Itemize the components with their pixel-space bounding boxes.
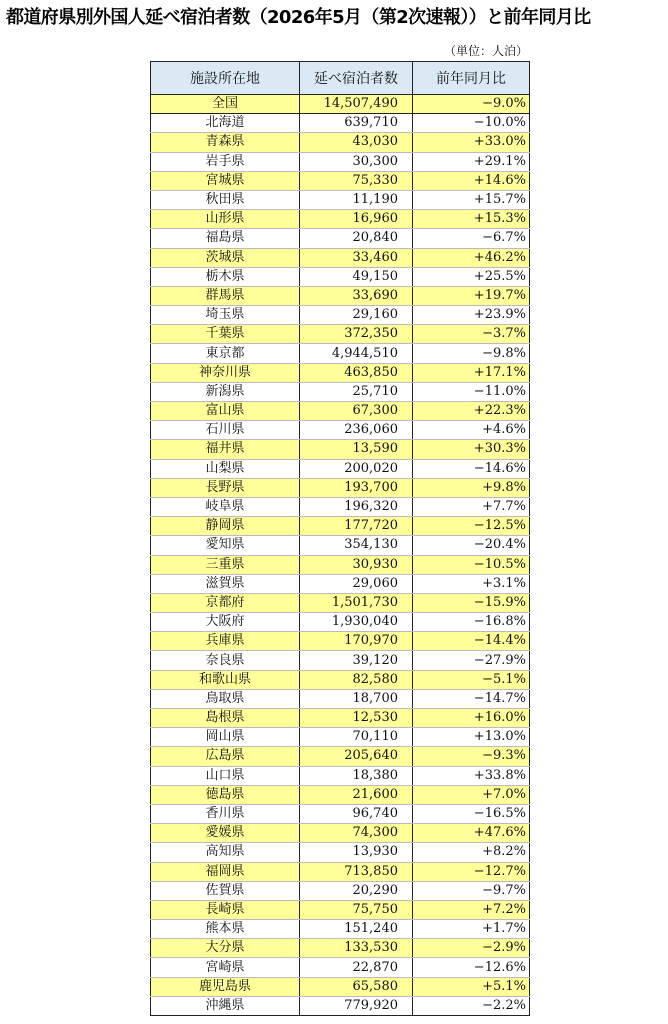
header-location: 施設所在地 [151,62,300,95]
cell-location: 福岡県 [151,862,300,881]
table-row [151,613,530,632]
unit-note: （単位：人泊） [443,44,528,58]
cell-guest-nights: 75,330 [300,171,413,190]
table-row [151,958,530,977]
cell-yoy: +14.6% [413,171,530,190]
cell-guest-nights: 372,350 [300,325,413,344]
cell-location: 愛知県 [151,536,300,555]
table-row [151,843,530,862]
cell-yoy: +7.7% [413,497,530,516]
cell-guest-nights: 67,300 [300,402,413,421]
table-row [151,190,530,209]
cell-location: 奈良県 [151,651,300,670]
cell-guest-nights: 133,530 [300,939,413,958]
table-row [151,286,530,305]
cell-location: 徳島県 [151,785,300,804]
table-row [151,325,530,344]
cell-location: 山梨県 [151,459,300,478]
cell-location: 宮城県 [151,171,300,190]
cell-guest-nights: 13,590 [300,440,413,459]
cell-location: 東京都 [151,344,300,363]
cell-location: 岡山県 [151,728,300,747]
cell-location: 沖縄県 [151,996,300,1015]
cell-yoy: +46.2% [413,248,530,267]
cell-location: 愛媛県 [151,824,300,843]
cell-guest-nights: 193,700 [300,478,413,497]
cell-yoy: +23.9% [413,306,530,325]
header-yoy: 前年同月比 [413,62,530,95]
table-row [151,651,530,670]
cell-yoy: −16.8% [413,613,530,632]
table-row [151,862,530,881]
cell-yoy: +7.0% [413,785,530,804]
cell-guest-nights: 16,960 [300,210,413,229]
table-row [151,114,530,133]
table-row [151,536,530,555]
table-row [151,689,530,708]
table-row [151,996,530,1015]
cell-location: 高知県 [151,843,300,862]
cell-guest-nights: 4,944,510 [300,344,413,363]
cell-location: 山口県 [151,766,300,785]
cell-yoy: −10.5% [413,555,530,574]
cell-guest-nights: 463,850 [300,363,413,382]
cell-yoy: +25.5% [413,267,530,286]
cell-guest-nights: 639,710 [300,114,413,133]
cell-guest-nights: 39,120 [300,651,413,670]
cell-guest-nights: 205,640 [300,747,413,766]
cell-location: 福井県 [151,440,300,459]
table-row [151,171,530,190]
cell-guest-nights: 354,130 [300,536,413,555]
cell-guest-nights: 20,290 [300,881,413,900]
cell-guest-nights: 779,920 [300,996,413,1015]
page-title: 都道府県別外国人延べ宿泊者数（2026年5月（第2次速報））と前年同月比 [6,7,591,28]
cell-yoy: −9.8% [413,344,530,363]
cell-yoy: +5.1% [413,977,530,996]
table-row [151,920,530,939]
cell-location: 石川県 [151,421,300,440]
table-row [151,229,530,248]
cell-guest-nights: 151,240 [300,920,413,939]
cell-guest-nights: 65,580 [300,977,413,996]
cell-yoy: +47.6% [413,824,530,843]
table-header-row [151,62,530,95]
cell-yoy: −10.0% [413,114,530,133]
table-row [151,478,530,497]
cell-yoy: +8.2% [413,843,530,862]
cell-location: 和歌山県 [151,670,300,689]
cell-yoy: +29.1% [413,152,530,171]
table-row [151,747,530,766]
cell-guest-nights: 177,720 [300,517,413,536]
table-row [151,939,530,958]
cell-guest-nights: 200,020 [300,459,413,478]
table-row [151,267,530,286]
table-row [151,670,530,689]
cell-yoy: +17.1% [413,363,530,382]
cell-yoy: +33.8% [413,766,530,785]
cell-location: 富山県 [151,402,300,421]
table-row [151,555,530,574]
cell-guest-nights: 25,710 [300,382,413,401]
cell-location: 島根県 [151,709,300,728]
cell-yoy: −14.7% [413,689,530,708]
cell-yoy: −2.2% [413,996,530,1015]
cell-location: 香川県 [151,804,300,823]
table-row-total [151,95,530,114]
cell-guest-nights: 33,460 [300,248,413,267]
cell-location: 北海道 [151,114,300,133]
cell-location: 茨城県 [151,248,300,267]
header-guest-nights: 延べ宿泊者数 [300,62,413,95]
cell-guest-nights: 75,750 [300,900,413,919]
cell-guest-nights: 18,700 [300,689,413,708]
cell-yoy: +15.7% [413,190,530,209]
cell-guest-nights: 713,850 [300,862,413,881]
cell-yoy: +9.8% [413,478,530,497]
cell-yoy: −3.7% [413,325,530,344]
cell-location: 鳥取県 [151,689,300,708]
cell-yoy: −14.6% [413,459,530,478]
cell-location: 千葉県 [151,325,300,344]
cell-location: 福島県 [151,229,300,248]
cell-yoy: −16.5% [413,804,530,823]
cell-location: 群馬県 [151,286,300,305]
cell-yoy: −6.7% [413,229,530,248]
cell-guest-nights: 33,690 [300,286,413,305]
table-row [151,824,530,843]
table-row [151,133,530,152]
cell-location: 神奈川県 [151,363,300,382]
cell-yoy: −2.9% [413,939,530,958]
table-row [151,785,530,804]
table-row [151,152,530,171]
cell-yoy: +15.3% [413,210,530,229]
table-row [151,574,530,593]
cell-guest-nights: 82,580 [300,670,413,689]
table-row [151,900,530,919]
table-row [151,728,530,747]
cell-guest-nights: 20,840 [300,229,413,248]
cell-location: 佐賀県 [151,881,300,900]
table-row [151,766,530,785]
cell-yoy: +16.0% [413,709,530,728]
cell-yoy: +7.2% [413,900,530,919]
cell-guest-nights: 14,507,490 [300,95,413,114]
cell-location: 長崎県 [151,900,300,919]
cell-yoy: −9.7% [413,881,530,900]
cell-location: 青森県 [151,133,300,152]
cell-guest-nights: 74,300 [300,824,413,843]
table-row [151,440,530,459]
cell-guest-nights: 13,930 [300,843,413,862]
table-row [151,402,530,421]
cell-location: 秋田県 [151,190,300,209]
table-row [151,517,530,536]
table-row [151,459,530,478]
cell-location: 宮崎県 [151,958,300,977]
cell-yoy: +1.7% [413,920,530,939]
table-row [151,210,530,229]
table-row [151,306,530,325]
cell-yoy: −5.1% [413,670,530,689]
cell-yoy: −15.9% [413,593,530,612]
cell-location: 岐阜県 [151,497,300,516]
cell-yoy: −9.3% [413,747,530,766]
cell-location: 大阪府 [151,613,300,632]
cell-guest-nights: 22,870 [300,958,413,977]
cell-yoy: +30.3% [413,440,530,459]
cell-guest-nights: 29,060 [300,574,413,593]
cell-yoy: −12.5% [413,517,530,536]
cell-location: 熊本県 [151,920,300,939]
cell-location: 静岡県 [151,517,300,536]
cell-location: 三重県 [151,555,300,574]
table-row [151,632,530,651]
cell-location: 京都府 [151,593,300,612]
cell-guest-nights: 30,300 [300,152,413,171]
cell-guest-nights: 11,190 [300,190,413,209]
cell-guest-nights: 43,030 [300,133,413,152]
cell-guest-nights: 29,160 [300,306,413,325]
cell-location: 山形県 [151,210,300,229]
table-row [151,248,530,267]
cell-guest-nights: 170,970 [300,632,413,651]
table-row [151,709,530,728]
cell-yoy: −11.0% [413,382,530,401]
cell-guest-nights: 1,501,730 [300,593,413,612]
cell-yoy: −20.4% [413,536,530,555]
cell-guest-nights: 18,380 [300,766,413,785]
cell-guest-nights: 21,600 [300,785,413,804]
table-row [151,593,530,612]
cell-yoy: +4.6% [413,421,530,440]
cell-location: 広島県 [151,747,300,766]
table-row [151,497,530,516]
cell-yoy: −27.9% [413,651,530,670]
cell-yoy: +22.3% [413,402,530,421]
cell-location: 全国 [151,95,300,114]
table-row [151,344,530,363]
table-row [151,363,530,382]
cell-yoy: −14.4% [413,632,530,651]
cell-guest-nights: 236,060 [300,421,413,440]
cell-guest-nights: 1,930,040 [300,613,413,632]
cell-guest-nights: 70,110 [300,728,413,747]
table-row [151,804,530,823]
cell-location: 長野県 [151,478,300,497]
cell-yoy: +19.7% [413,286,530,305]
cell-yoy: −12.7% [413,862,530,881]
cell-yoy: +3.1% [413,574,530,593]
prefecture-table [150,61,530,1016]
cell-yoy: −9.0% [413,95,530,114]
cell-guest-nights: 96,740 [300,804,413,823]
table-body [151,95,530,1016]
cell-yoy: +33.0% [413,133,530,152]
cell-guest-nights: 30,930 [300,555,413,574]
cell-location: 埼玉県 [151,306,300,325]
cell-location: 岩手県 [151,152,300,171]
cell-yoy: +13.0% [413,728,530,747]
table-row [151,382,530,401]
table-row [151,421,530,440]
cell-location: 新潟県 [151,382,300,401]
table-row [151,881,530,900]
cell-guest-nights: 12,530 [300,709,413,728]
cell-location: 大分県 [151,939,300,958]
cell-location: 鹿児島県 [151,977,300,996]
cell-guest-nights: 49,150 [300,267,413,286]
table-row [151,977,530,996]
cell-location: 栃木県 [151,267,300,286]
cell-location: 兵庫県 [151,632,300,651]
cell-location: 滋賀県 [151,574,300,593]
cell-yoy: −12.6% [413,958,530,977]
cell-guest-nights: 196,320 [300,497,413,516]
